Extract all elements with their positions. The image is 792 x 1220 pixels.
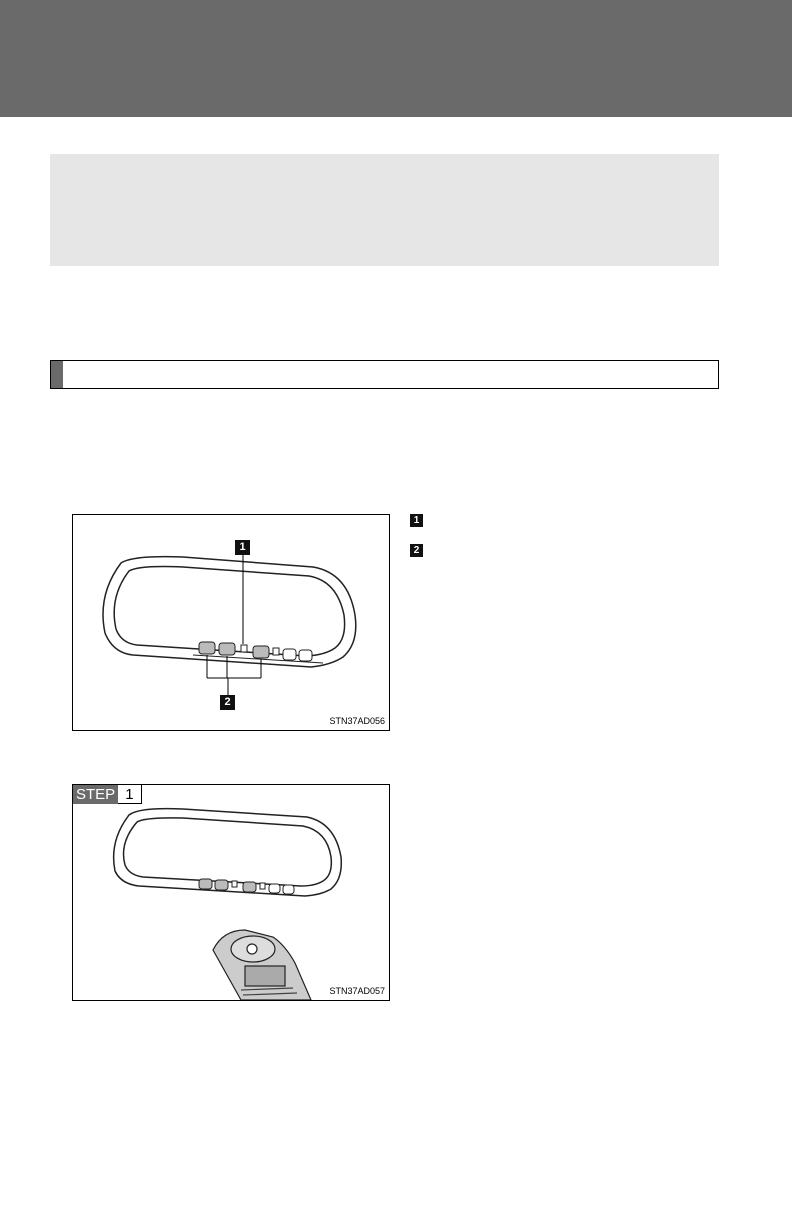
mirror-buttons-figure [72, 514, 390, 731]
step-label: STEP [73, 785, 118, 804]
step-1-figure [72, 784, 390, 1001]
figure-code: STN37AD057 [329, 986, 385, 996]
remote-illustration [73, 785, 389, 1000]
legend-marker-2: 2 [410, 544, 423, 557]
section-heading [50, 360, 719, 389]
step-badge [73, 785, 142, 804]
info-box [50, 154, 719, 266]
step-number: 1 [118, 785, 141, 804]
legend-marker-1: 1 [410, 514, 423, 527]
callout-2: 2 [220, 695, 235, 710]
section-marker [51, 361, 63, 388]
header-bar [0, 0, 792, 117]
callout-1: 1 [235, 540, 250, 555]
figure-code: STN37AD056 [329, 716, 385, 726]
